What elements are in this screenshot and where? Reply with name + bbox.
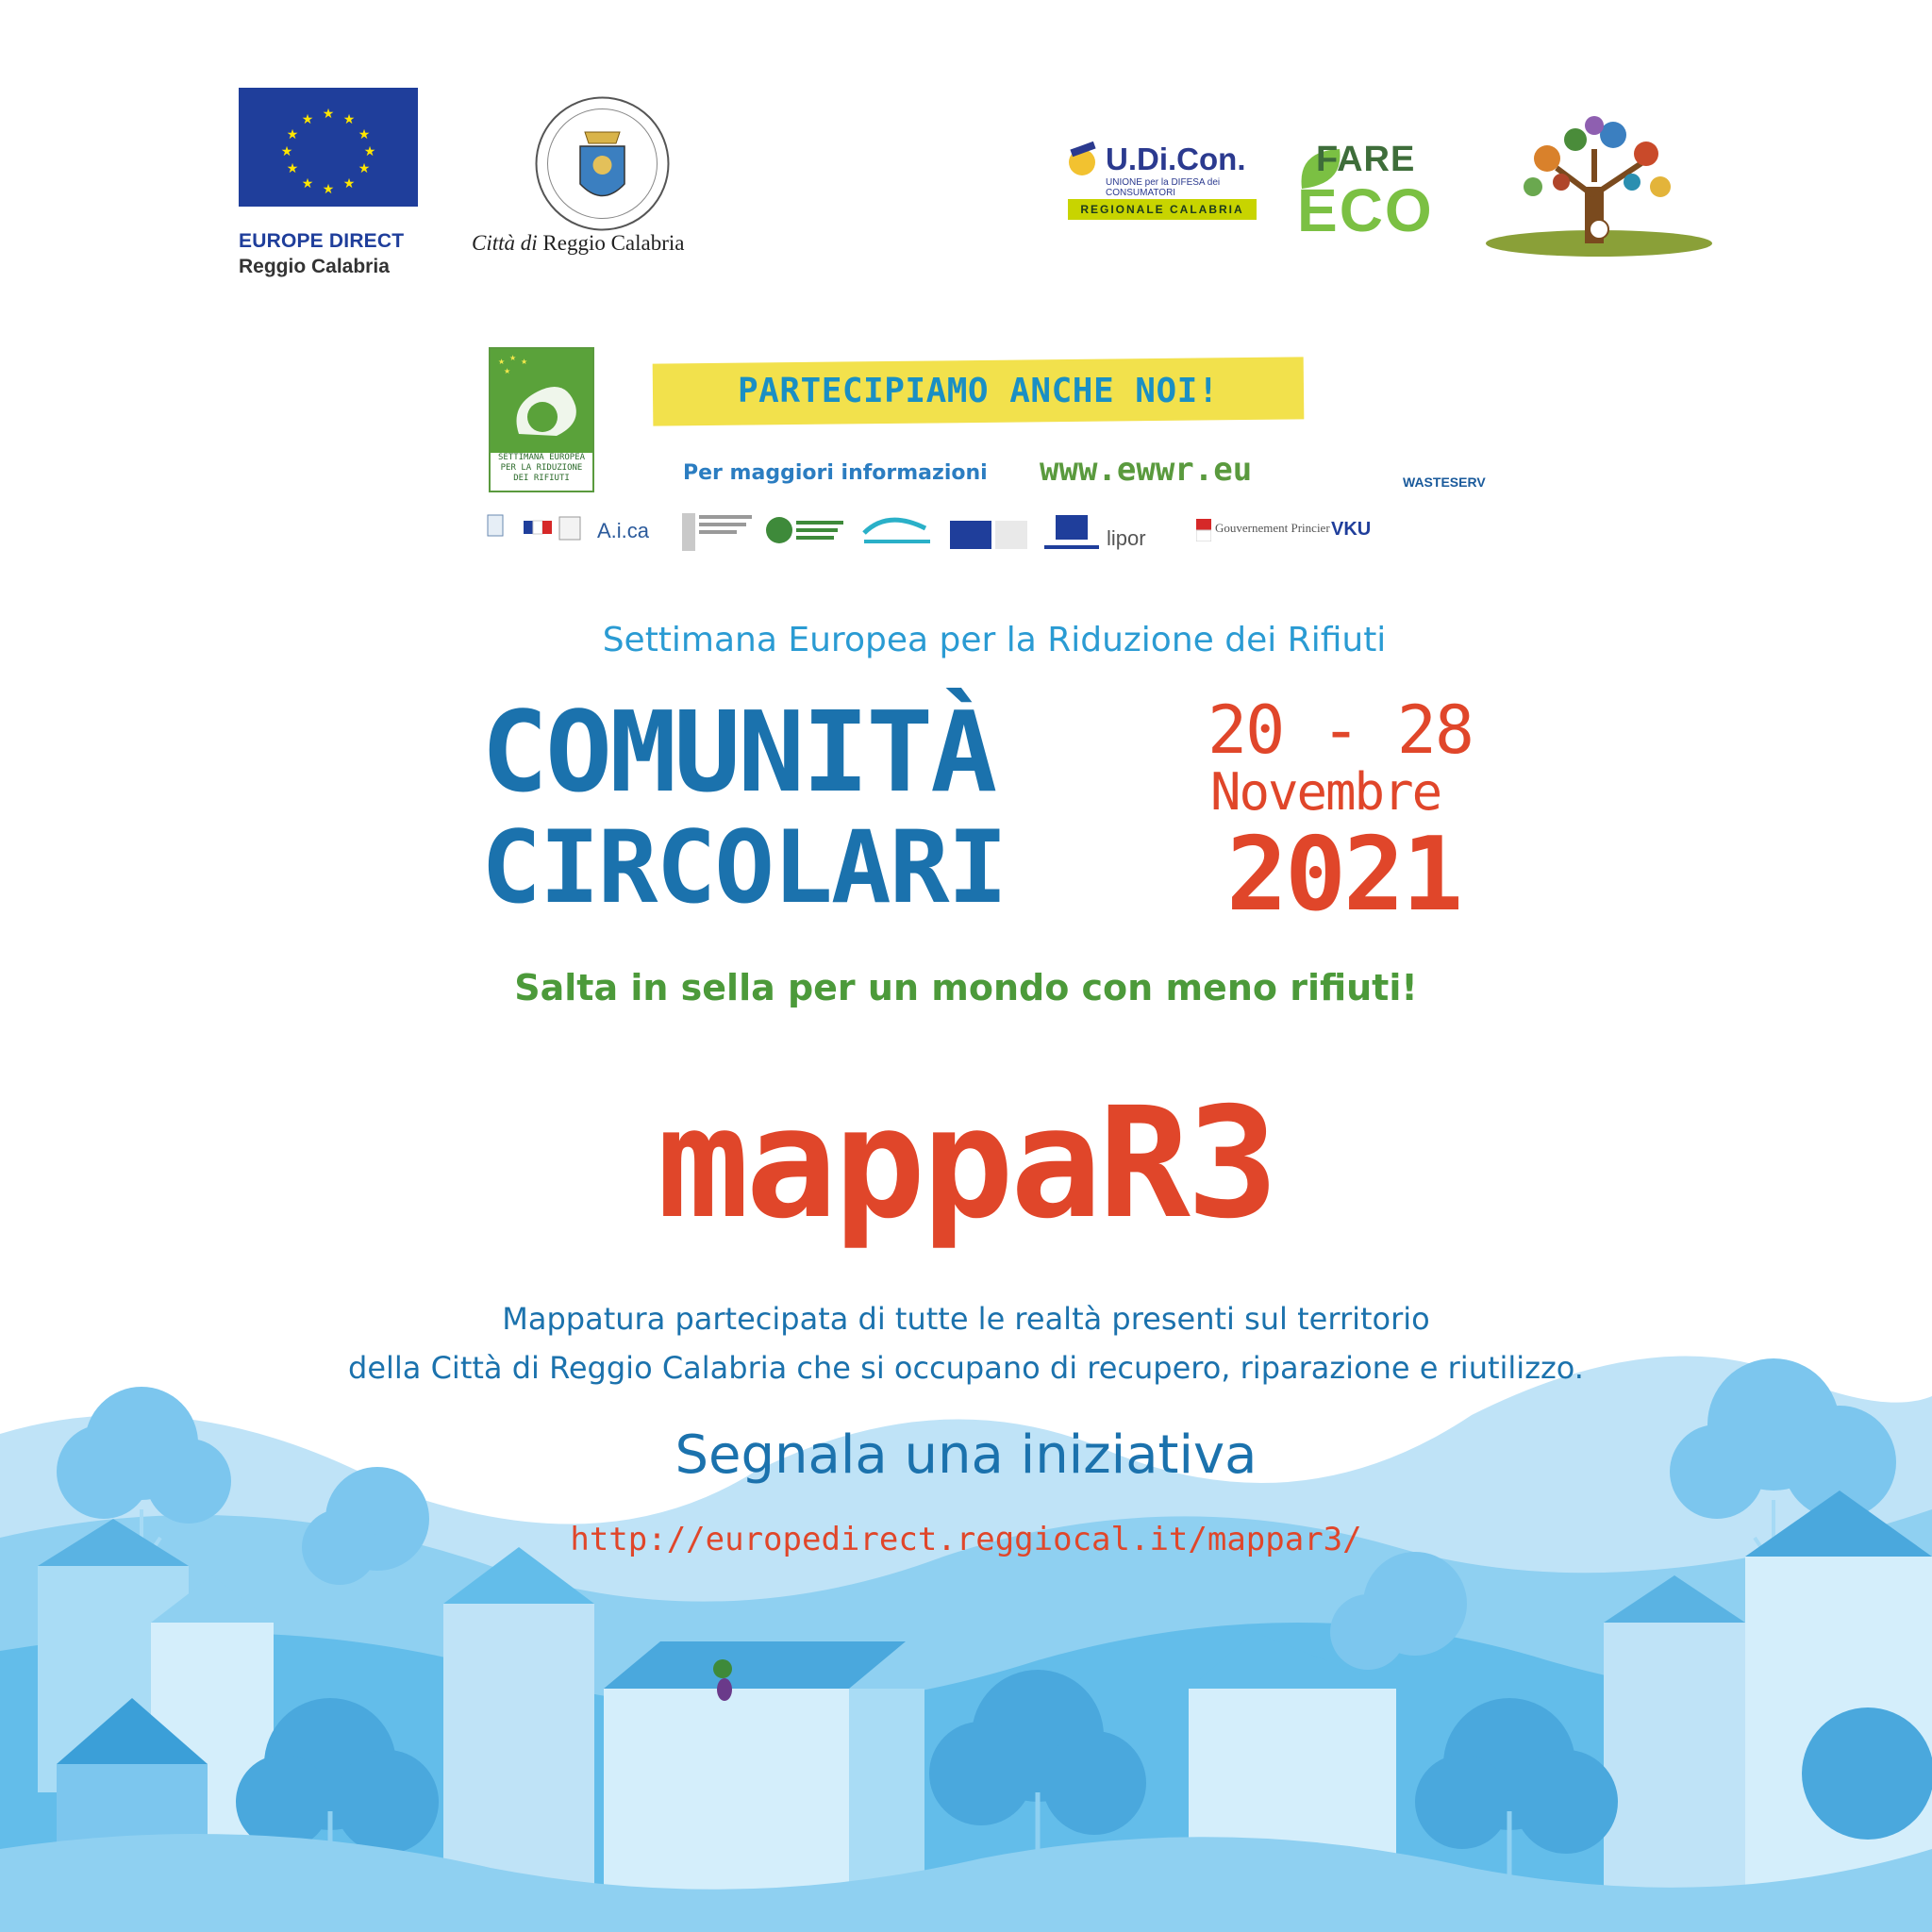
partner-logo	[762, 509, 847, 562]
svg-text:★: ★	[509, 354, 517, 362]
svg-text:★: ★	[280, 144, 293, 159]
fareeco-fare: FARE	[1316, 140, 1416, 179]
event-title-line1: COMUNITÀ	[481, 687, 995, 817]
partner-logo	[680, 509, 756, 562]
svg-text:★: ★	[342, 176, 356, 192]
partner-logo-aica	[597, 509, 673, 562]
event-subtitle: Settimana Europea per la Riduzione dei Rifiuti	[602, 621, 1387, 659]
svg-text:★: ★	[504, 367, 511, 375]
event-title-line2: CIRCOLARI	[481, 809, 1007, 925]
participate-banner: PARTECIPIAMO ANCHE NOI!	[738, 372, 1219, 410]
partner-monaco-label: Gouvernement Princier	[1215, 521, 1330, 535]
more-info-label: Per maggiori informazioni	[683, 461, 988, 485]
ewwr-link[interactable]: www.ewwr.eu	[1040, 451, 1253, 489]
city-logo-prefix: Città di	[472, 231, 538, 255]
partner-logo	[522, 509, 559, 562]
hand-recycle-icon	[491, 349, 592, 453]
udicon-mascot-icon	[1063, 142, 1103, 179]
partner-logo	[484, 509, 507, 562]
city-seal-logo	[533, 94, 672, 233]
event-year: 2021	[1226, 816, 1461, 934]
project-url-link[interactable]: http://europedirect.reggiocal.it/mappar3/	[570, 1521, 1362, 1558]
svg-text:★: ★	[322, 107, 335, 122]
svg-text:★: ★	[301, 176, 314, 192]
partner-logo-monaco	[1196, 509, 1328, 562]
partner-logo	[558, 509, 584, 562]
svg-text:★: ★	[358, 161, 371, 176]
city-logo-name: Reggio Calabria	[542, 231, 685, 255]
ewwr-logo	[489, 347, 594, 492]
partner-logo	[859, 509, 944, 562]
ewwr-logo-caption: SETTIMANA EUROPEA PER LA RIDUZIONE DEI RIFIUTI	[497, 453, 586, 483]
europe-direct-name: EUROPE DIRECT	[239, 230, 405, 252]
partner-vku-label: VKU	[1331, 519, 1372, 540]
partner-logo	[946, 509, 1031, 562]
udicon-band: REGIONALE CALABRIA	[1068, 199, 1257, 220]
svg-text:★: ★	[363, 144, 376, 159]
eu-flag-logo	[239, 88, 418, 207]
partner-logo-lipor	[1107, 509, 1191, 562]
city-logo-label	[472, 231, 685, 256]
udicon-title: U.Di.Con.	[1106, 142, 1246, 176]
partner-logo	[1039, 509, 1105, 562]
project-name: mappaR3	[657, 1075, 1275, 1253]
event-tagline: Salta in sella per un mondo con meno rifiuti!	[514, 967, 1418, 1008]
svg-text:★: ★	[322, 182, 335, 197]
event-month: Novembre	[1210, 762, 1441, 822]
event-dates: 20 - 28	[1208, 691, 1474, 769]
partner-logo-vku	[1331, 509, 1407, 562]
svg-text:★: ★	[498, 358, 506, 366]
wasteserv-logo: WASTESERV	[1403, 475, 1486, 490]
svg-text:★: ★	[286, 127, 299, 142]
europe-direct-city: Reggio Calabria	[239, 256, 390, 277]
partner-lipor-label: lipor	[1107, 526, 1146, 550]
project-description-line1: Mappatura partecipata di tutte le realtà presenti sul territorio	[502, 1301, 1430, 1337]
svg-text:★: ★	[521, 358, 528, 366]
partner-aica-label: A.i.ca	[597, 519, 650, 542]
vegetable-icon	[706, 1656, 740, 1703]
svg-text:★: ★	[358, 127, 371, 142]
city-landscape-illustration	[0, 1321, 1932, 1932]
tree-logo	[1481, 111, 1717, 258]
fareeco-eco: ECO	[1297, 176, 1434, 244]
svg-text:★: ★	[342, 112, 356, 127]
partner-logos	[484, 509, 1408, 562]
udicon-subtitle: UNIONE per la DIFESA dei CONSUMATORI	[1106, 177, 1221, 198]
project-description-line2: della Città di Reggio Calabria che si occupano di recupero, riparazione e riutilizzo.	[348, 1350, 1584, 1386]
svg-text:★: ★	[301, 112, 314, 127]
svg-text:★: ★	[286, 161, 299, 176]
report-initiative-cta[interactable]: Segnala una iniziativa	[675, 1424, 1257, 1486]
